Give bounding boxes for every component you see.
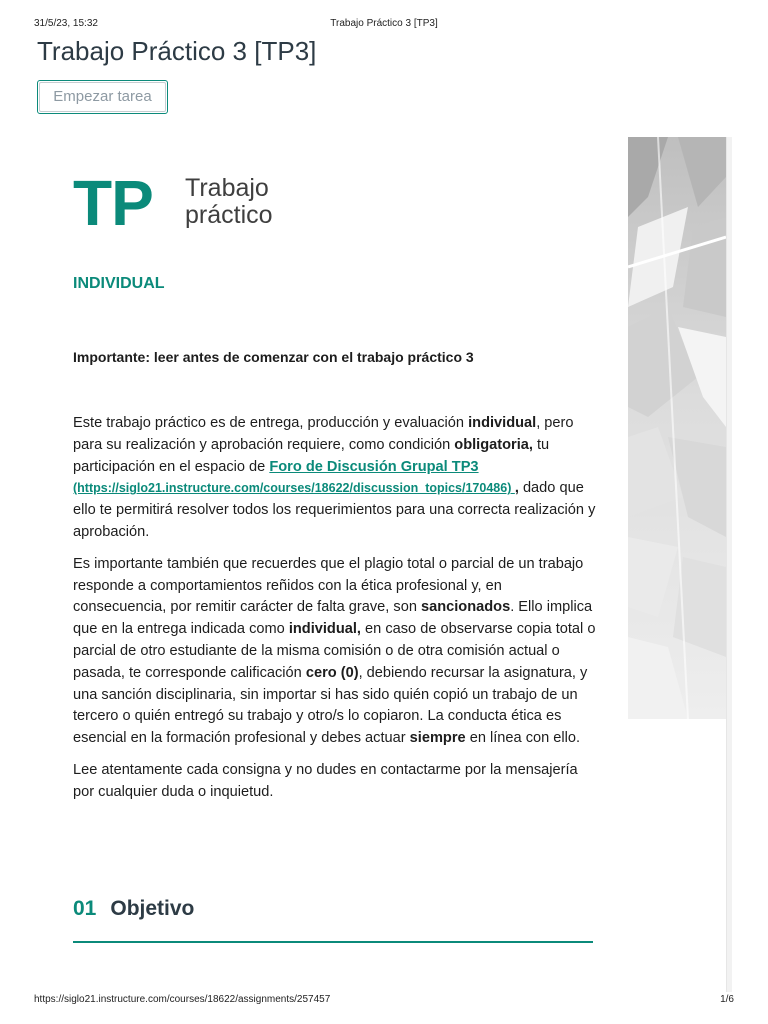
tp-logo xyxy=(73,168,293,238)
bold-obligatoria: obligatoria, xyxy=(454,436,533,453)
start-button-label: Empezar tarea xyxy=(53,88,152,105)
paragraph-contact: Lee atentamente cada consigna y no dudes en contactarme por la mensajería por cualquier duda o inquietud. xyxy=(73,761,578,800)
start-button-frame xyxy=(39,82,166,112)
forum-link[interactable]: Foro de Discusión Grupal TP3 xyxy=(269,458,479,475)
forum-url-link[interactable]: (https://siglo21.instructure.com/courses/18622/discussion_topics/170486) xyxy=(73,481,515,496)
paragraph-delivery xyxy=(73,413,598,544)
section-number: 01 xyxy=(73,897,97,920)
important-note: Importante: leer antes de comenzar con el trabajo práctico 3 xyxy=(73,349,474,365)
bold-cero: cero (0) xyxy=(305,664,359,681)
decorative-side-image xyxy=(628,137,726,719)
print-doc-title: Trabajo Práctico 3 [TP3] xyxy=(330,18,438,29)
text: Este trabajo práctico es de entrega, producción y evaluación xyxy=(73,415,469,431)
tp-logo-letters: TP xyxy=(73,167,153,239)
text: , pero para su realización y aprobación requiere, como condición xyxy=(73,415,574,453)
page-scroll-edge xyxy=(726,137,732,992)
text: Es importante también que recuerdes que el plagio total o parcial de un trabajo responde a comportamientos reñidos con la ética profesional y, en consecuencia, por remitir carácter de falta grave, son xyxy=(73,555,584,616)
text: dado que ello te permitirá resolver todos los requerimientos para una correcta realización y aprobación. xyxy=(73,480,596,540)
text: en caso de observarse copia total o parcial de otro estudiante de la misma comisión o de otra comisión actual o pasada, te corresponde calificación xyxy=(73,621,596,681)
print-page-url: https://siglo21.instructure.com/courses/18622/assignments/257457 xyxy=(34,994,331,1005)
bold-siempre: siempre xyxy=(409,730,466,747)
bold-sancionados: sancionados xyxy=(420,599,511,616)
text: , xyxy=(514,480,519,497)
tp-logo-word-practico: práctico xyxy=(185,201,273,229)
assignment-description xyxy=(73,413,598,814)
text: tu participación en el espacio de xyxy=(73,436,550,475)
print-header xyxy=(0,18,768,32)
print-datetime: 31/5/23, 15:32 xyxy=(34,18,98,29)
text: , debiendo recursar la asignatura, y una sanción disciplinaria, sin importar si has sido quién copió un trabajo de un tercero o quién entregó su trabajo y otro/s lo copiaron. La conducta ética es esencial en la formación profesional y debes actuar xyxy=(73,664,588,747)
paragraph-plagiarism xyxy=(73,554,598,750)
start-assignment-button[interactable] xyxy=(37,80,168,114)
print-page-number: 1/6 xyxy=(720,994,734,1005)
section-divider xyxy=(73,941,593,943)
section-heading-objetivo xyxy=(73,897,194,921)
section-title: Objetivo xyxy=(110,897,195,920)
page-title: Trabajo Práctico 3 [TP3] xyxy=(37,36,317,66)
bold-individual: individual xyxy=(468,415,537,431)
text: en línea con ello. xyxy=(465,730,581,747)
individual-heading: INDIVIDUAL xyxy=(73,275,165,292)
bold-individual: individual, xyxy=(288,621,361,638)
text: . Ello implica que en la entrega indicada como xyxy=(73,599,593,638)
tp-logo-word-trabajo: Trabajo xyxy=(185,174,269,202)
